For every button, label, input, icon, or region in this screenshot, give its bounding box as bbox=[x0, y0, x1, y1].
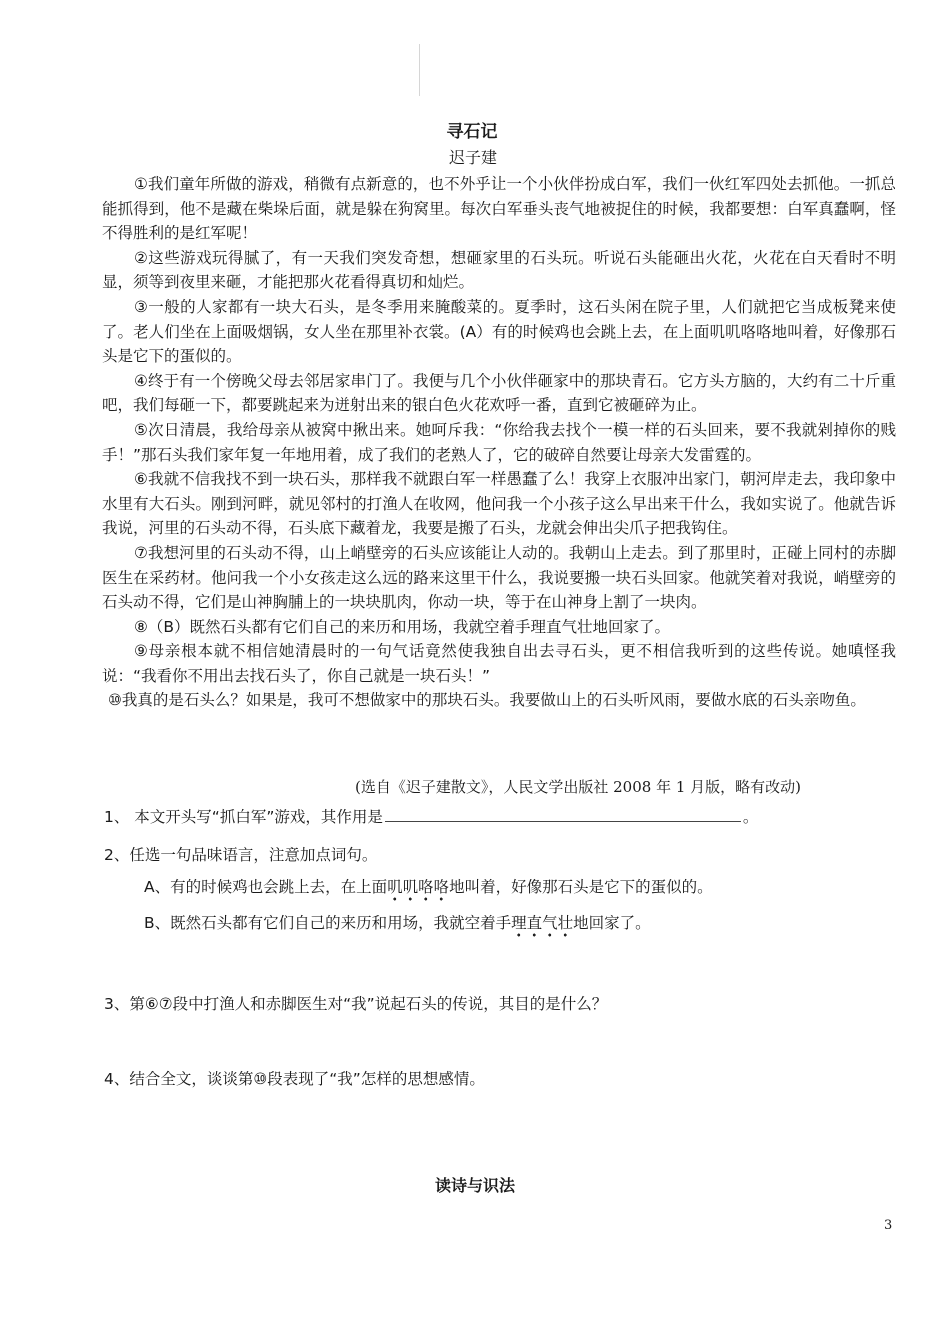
question-2-option-a bbox=[144, 876, 713, 898]
option-b-emphasis: 理直气壮 bbox=[511, 914, 574, 932]
option-a-emphasis: 叽叽咯咯 bbox=[387, 878, 450, 896]
question-4: 4、结合全文，谈谈第⑩段表现了“我”怎样的思想感情。 bbox=[104, 1070, 485, 1088]
question-1-end: 。 bbox=[742, 808, 759, 826]
article-body bbox=[102, 172, 896, 713]
article-author: 迟子建 bbox=[449, 148, 498, 167]
paragraph-8: ⑧（B）既然石头都有它们自己的来历和用场，我就空着手理直气壮地回家了。 bbox=[134, 617, 671, 636]
paragraph-5: ⑤次日清晨，我给母亲从被窝中揪出来。她呵斥我：“你给我去找个一模一样的石头回来，要不我就剁掉你的贱手！”那石头我们家年复一年地用着，成了我们的老熟人了，它的破碎自然要让母亲大发雷霆的。 bbox=[102, 420, 896, 464]
paragraph-7: ⑦我想河里的石头动不得，山上峭壁旁的石头应该能让人动的。我朝山上走去。到了那里时，正碰上同村的赤脚医生在采药材。他问我一个小女孩走这么远的路来这里干什么，我说要搬一块石头回家。他就笑着对我说，峭壁旁的石头动不得，它们是山神胸脯上的一块块肌肉，你动一块，等于在山神身上割了一块肉。 bbox=[102, 543, 896, 612]
paragraph-6: ⑥我就不信我找不到一块石头，那样我不就跟白军一样愚蠢了么！我穿上衣服冲出家门，朝河岸走去，我印象中水里有大石头。刚到河畔，就见邻村的打渔人在收网，他问我一个小孩子这么早出来干什么，我如实说了。他就告诉我说，河里的石头动不得，石头底下藏着龙，我要是搬了石头，龙就会伸出尖爪子把我钩住。 bbox=[102, 470, 896, 538]
article-title: 寻石记 bbox=[446, 122, 498, 142]
option-b-text: B、既然石头都有它们自己的来历和用场，我就空着手 bbox=[144, 914, 512, 932]
option-b-text-end: 地回家了。 bbox=[573, 914, 651, 932]
paragraph-3: ③一般的人家都有一块大石头，是冬季用来腌酸菜的。夏季时，这石头闲在院子里，人们就把它当成板凳来使了。老人们坐在上面吸烟锅，女人坐在那里补衣裳。(A）有的时候鸡也会跳上去，在上面叽叽咯咯地叫着，好像那石头是它下的蛋似的。 bbox=[102, 297, 896, 366]
paragraph-10: ⑩我真的是石头么？如果是，我可不想做家中的那块石头。我要做山上的石头听风雨，要做水底的石头亲吻鱼。 bbox=[108, 691, 866, 710]
question-1 bbox=[104, 806, 758, 828]
page-number: 3 bbox=[884, 1218, 893, 1233]
answer-blank[interactable] bbox=[385, 807, 741, 822]
question-1-text: 1、 本文开头写“抓白军”游戏，其作用是 bbox=[104, 808, 383, 826]
paragraph-4: ④终于有一个傍晚父母去邻居家串门了。我便与几个小伙伴砸家中的那块青石。它方头方脑的，大约有二十斤重吧，我们每砸一下，都要跳起来为迸射出来的银白色火花欢呼一番，直到它被砸碎为止。 bbox=[102, 371, 896, 415]
paragraph-1: ①我们童年所做的游戏，稍微有点新意的，也不外乎让一个小伙伴扮成白军，我们一伙红军四处去抓他。一抓总能抓得到，他不是藏在柴垛后面，就是躲在狗窝里。每次白军垂头丧气地被捉住的时候，我都要想：白军真蠢啊，怪不得胜利的是红军呢！ bbox=[102, 175, 896, 243]
question-3: 3、第⑥⑦段中打渔人和赤脚医生对“我”说起石头的传说，其目的是什么？ bbox=[104, 995, 608, 1013]
paragraph-2: ②这些游戏玩得腻了，有一天我们突发奇想，想砸家里的石头玩。听说石头能砸出火花，火花在白天看时不明显，须等到夜里来砸，才能把那火花看得真切和灿烂。 bbox=[102, 248, 896, 292]
question-2: 2、任选一句品味语言，注意加点词句。 bbox=[104, 846, 378, 864]
option-a-text-end: 地叫着，好像那石头是它下的蛋似的。 bbox=[449, 878, 713, 896]
top-divider-line bbox=[419, 44, 420, 96]
next-section-title: 读诗与识法 bbox=[434, 1176, 515, 1195]
paragraph-9: ⑨母亲根本就不相信她清晨时的一句气话竟然使我独自出去寻石头，更不相信我听到的这些传说。她嗔怪我说：“我看你不用出去找石头了，你自己就是一块石头！” bbox=[102, 642, 896, 685]
question-2-option-b bbox=[144, 912, 651, 934]
article-source: (选自《迟子建散文》，人民文学出版社 2008 年 1 月版，略有改动) bbox=[355, 778, 801, 796]
option-a-text: A、有的时候鸡也会跳上去，在上面 bbox=[144, 878, 388, 896]
